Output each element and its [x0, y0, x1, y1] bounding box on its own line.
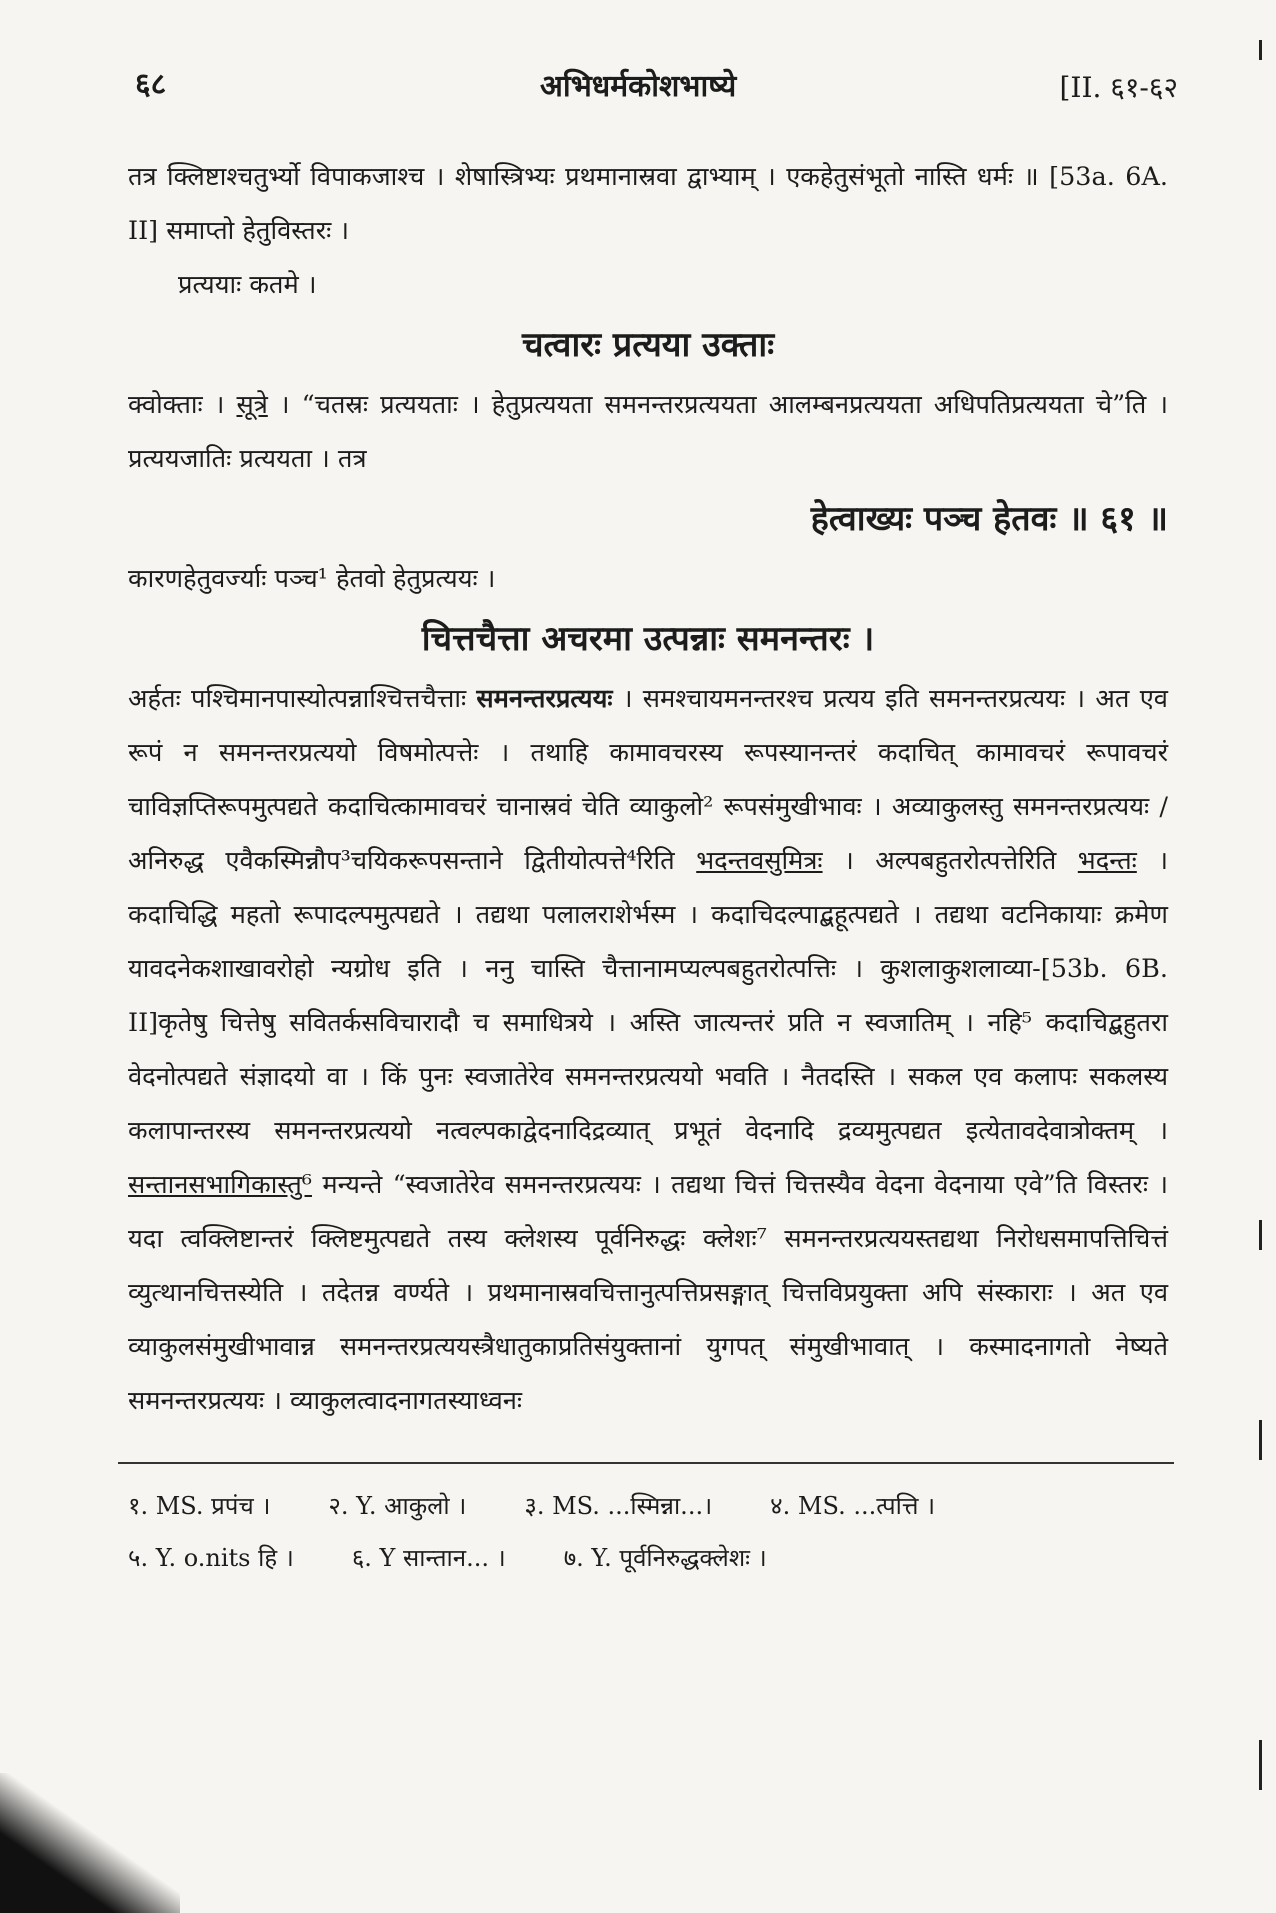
- text-span: । समश्चायमनन्तरश्च प्रत्यय इति समनन्तरप्रत्ययः । अत एव रूपं न समनन्तरप्रत्ययो विषमोत्पत्तेः । तथाहि कामावचरस्य रूपस्यानन्तरं कदाचित् कामावचरं रूपावचरं चाविज्ञप्तिरूपमुत्पद्यते कदाचित्कामावचरं चानास्रवं चेति व्याकुलो² रूपसंमुखीभावः । अव्याकुलस्तु समनन्तरप्रत्ययः / अनिरुद्ध एवैकस्मिन्नौप³चयिकरूपसन्ताने द्वितीयोत्पत्ते⁴रिति: [128, 684, 1168, 876]
- section-reference: [II. ६१-६२: [1059, 71, 1178, 104]
- footnote-row: [128, 1480, 1178, 1532]
- running-title: अभिधर्मकोशभाष्ये: [540, 69, 737, 104]
- scan-edge-mark: [1259, 1420, 1262, 1460]
- main-text: [128, 150, 1168, 1428]
- karika-verse-3: चित्तचैत्ता अचरमा उत्पन्नाः समनन्तरः ।: [421, 619, 875, 659]
- paragraph-1: तत्र क्लिष्टाश्चतुर्भ्यो विपाकजाश्च । शेषास्त्रिभ्यः प्रथमानास्रवा द्वाभ्याम् । एकहेतुसंभूतो नास्ति धर्मः ॥ [53a. 6A. II] समाप्तो हेतुविस्तरः ।: [128, 162, 1168, 246]
- underlined-name: सन्तानसभागिकास्तु⁶: [128, 1170, 312, 1200]
- karika-verse-2: हेत्वाख्यः पञ्च हेतवः ॥ ६१ ॥: [810, 499, 1168, 539]
- underlined-name: भदन्तवसुमित्रः: [696, 846, 823, 876]
- footnote: ४. MS. ...त्पत्ति ।: [770, 1492, 936, 1520]
- footnote: ३. MS. ...स्मिन्ना...।: [524, 1492, 713, 1520]
- text-span: । कदाचिद्धि महतो रूपादल्पमुत्पद्यते । तद्यथा पलालराशेर्भस्म । कदाचिदल्पाद्बहूत्पद्यते । तद्यथा वटनिकायाः क्रमेण यावदनेकशाखावरोहो न्यग्रोध इति । ननु चास्ति चैत्तानामप्यल्पबहुतरोत्पत्तिः । कुशलाकुशलाव्या-[53b. 6B. II]कृतेषु चित्तेषु सवितर्कसविचारादौ च समाधित्रये । अस्ति जात्यन्तरं प्रति न स्वजातिम् । नहि⁵ कदाचिद्बहुतरा वेदनोत्पद्यते संज्ञादयो वा । किं पुनः स्वजातेरेव समनन्तरप्रत्ययो भवति । नैतदस्ति । सकल एव कलापः सकलस्य कलापान्तरस्य समनन्तरप्रत्ययो नत्वल्पकाद्वेदनादिद्रव्यात् प्रभूतं वेदनादि द्रव्यमुत्पद्यत इत्येतावदेवात्रोक्तम् ।: [128, 846, 1169, 1146]
- paragraph-2: प्रत्ययाः कतमे ।: [178, 270, 317, 300]
- footnote: ७. Y. पूर्वनिरुद्धक्लेशः ।: [563, 1544, 767, 1572]
- running-header: [0, 58, 1276, 118]
- footnote: ५. Y. o.nits हि ।: [128, 1544, 294, 1572]
- paragraph-5: [128, 672, 1168, 1428]
- footnotes: [128, 1480, 1178, 1584]
- footnote-row: [128, 1532, 1178, 1584]
- paragraph-3: [128, 378, 1168, 486]
- scan-edge-mark: [1259, 1740, 1262, 1790]
- underlined-name: भदन्तः: [1077, 846, 1137, 876]
- scan-edge-mark: [1259, 40, 1262, 60]
- text-span: क्वोक्ताः ।: [128, 390, 225, 420]
- underlined-term: सूत्रे: [236, 390, 268, 420]
- page-number: ६८: [135, 67, 167, 102]
- paragraph-4: कारणहेतुवर्ज्याः पञ्च¹ हेतवो हेतुप्रत्ययः ।: [128, 564, 496, 594]
- text-span: । “चतस्रः प्रत्ययताः । हेतुप्रत्ययता समनन्तरप्रत्ययता आलम्बनप्रत्ययता अधिपतिप्रत्ययता चे”ति । प्रत्ययजातिः प्रत्ययता । तत्र: [128, 390, 1168, 474]
- scan-shadow-corner: [0, 1773, 180, 1913]
- footnote: ६. Y सान्तान... ।: [351, 1544, 506, 1572]
- footnote: १. MS. प्रपंच ।: [128, 1492, 271, 1520]
- karika-verse-1: चत्वारः प्रत्यया उक्ताः: [521, 325, 775, 365]
- footnote: २. Y. आकुलो ।: [328, 1492, 467, 1520]
- text-span: मन्यन्ते “स्वजातेरेव समनन्तरप्रत्ययः । तद्यथा चित्तं चित्तस्यैव वेदना वेदनाया एवे”ति विस्तरः । यदा त्वक्लिष्टान्तरं क्लिष्टमुत्पद्यते तस्य क्लेशस्य पूर्वनिरुद्धः क्लेशः⁷ समनन्तरप्रत्ययस्तद्यथा निरोधसमापत्तिचित्तं व्युत्थानचित्तस्येति । तदेतन्न वर्ण्यते । प्रथमानास्रवचित्तानुत्पत्तिप्रसङ्गात् चित्तविप्रयुक्ता अपि संस्काराः । अत एव व्याकुलसंमुखीभावान्न समनन्तरप्रत्ययस्त्रैधातुकाप्रतिसंयुक्तानां युगपत् संमुखीभावात् । कस्मादनागतो नेष्यते समनन्तरप्रत्ययः । व्याकुलत्वादनागतस्याध्वनः: [128, 1170, 1168, 1416]
- text-span: अर्हतः पश्चिमानपास्योत्पन्नाश्चित्तचैत्ताः: [128, 684, 467, 714]
- scan-edge-mark: [1259, 1220, 1262, 1250]
- footnote-rule: [118, 1462, 1174, 1464]
- bold-term: समनन्तरप्रत्ययः: [476, 684, 613, 714]
- text-span: । अल्पबहुतरोत्पत्तेरिति: [844, 846, 1057, 876]
